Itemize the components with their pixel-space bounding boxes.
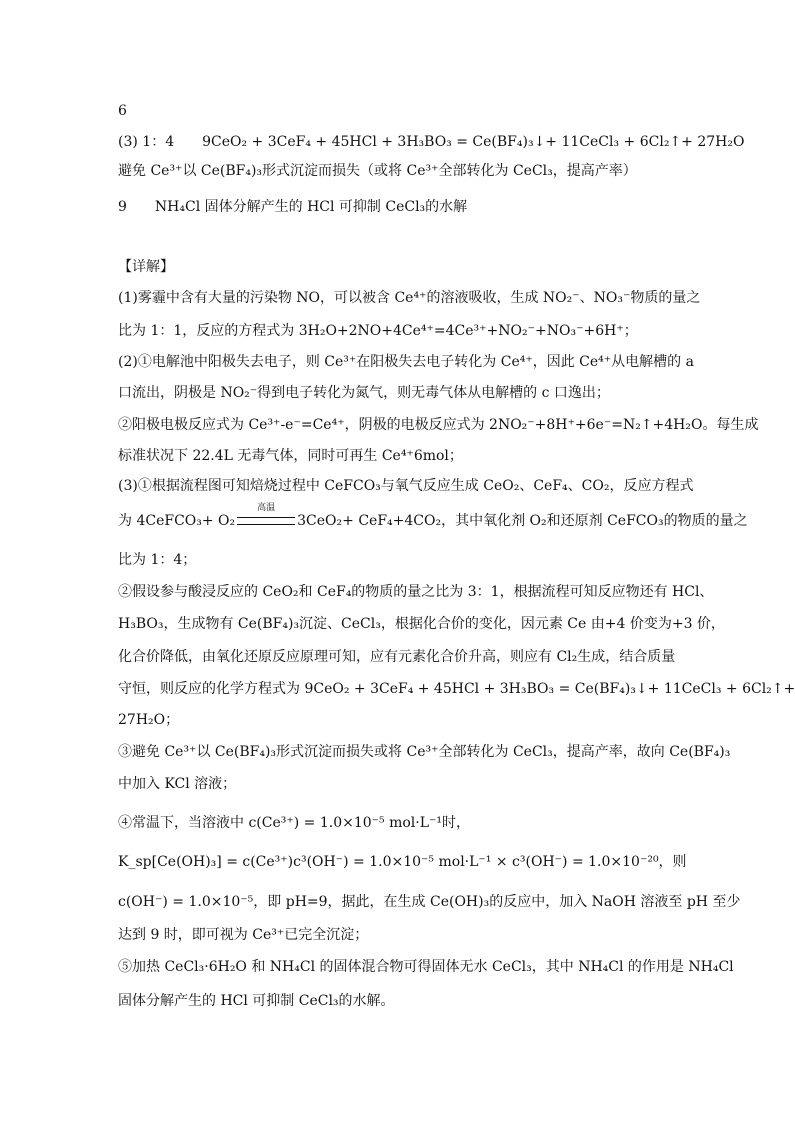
roast-equation-left: 为 4CeFCO₃+ O₂ bbox=[118, 513, 236, 529]
answer-line-3-note: 避免 Ce³⁺以 Ce(BF₄)₃形式沉淀而损失（或将 Ce³⁺全部转化为 CeCl₃，提高产率） bbox=[118, 163, 637, 179]
paragraph-line: 标准状况下 22.4L 无毒气体，同时可再生 Ce⁴⁺6mol； bbox=[118, 448, 463, 464]
answer-line-3: (3) 1：4 9CeO₂ + 3CeF₄ + 45HCl + 3H₃BO₃ = Ce(BF₄)₃↓+ 11CeCl₃ + 6Cl₂↑+ 27H₂O bbox=[118, 134, 745, 150]
paragraph-line: (1)雾霾中含有大量的污染物 NO，可以被含 Ce⁴⁺的溶液吸收，生成 NO₂⁻、NO₃⁻物质的量之 bbox=[118, 290, 701, 306]
reaction-condition: 高温 bbox=[257, 503, 276, 513]
paragraph-line: c(OH⁻) = 1.0×10⁻⁵，即 pH=9，据此，在生成 Ce(OH)₃的反应中，加入 NaOH 溶液至 pH 至少 bbox=[118, 894, 741, 910]
paragraph-line: ④常温下，当溶液中 c(Ce³⁺) = 1.0×10⁻⁵ mol·L⁻¹时， bbox=[118, 815, 471, 831]
paragraph-line: 守恒，则反应的化学方程式为 9CeO₂ + 3CeF₄ + 45HCl + 3H₃BO₃ = Ce(BF₄)₃↓+ 11CeCl₃ + 6Cl₂↑+ bbox=[118, 681, 795, 697]
roast-equation-line bbox=[118, 503, 748, 531]
ksp-equation: K_sp[Ce(OH)₃] = c(Ce³⁺)c³(OH⁻) = 1.0×10⁻⁵ mol·L⁻¹ × c³(OH⁻) = 1.0×10⁻²⁰，则 bbox=[118, 854, 687, 870]
paragraph-line: 比为 1：1，反应的方程式为 3H₂O+2NO+4Ce⁴⁺=4Ce³⁺+NO₂⁻+NO₃⁻+6H⁺； bbox=[118, 323, 638, 339]
paragraph-line: ③避免 Ce³⁺以 Ce(BF₄)₃形式沉淀而损失或将 Ce³⁺全部转化为 CeCl₃，提高产率，故向 Ce(BF₄)₃ bbox=[118, 744, 731, 760]
answer-line-9: 9 NH₄Cl 固体分解产生的 HCl 可抑制 CeCl₃的水解 bbox=[118, 199, 468, 215]
paragraph-line: (3)①根据流程图可知焙烧过程中 CeFCO₃与氧气反应生成 CeO₂、CeF₄、CO₂，反应方程式 bbox=[118, 478, 694, 494]
paragraph-line: (2)①电解池中阳极失去电子，则 Ce³⁺在阳极失去电子转化为 Ce⁴⁺，因此 Ce⁴⁺从电解槽的 a bbox=[118, 354, 694, 370]
paragraph-line: H₃BO₃，生成物有 Ce(BF₄)₃沉淀、CeCl₃，根据化合价的变化，因元素 Ce 由+4 价变为+3 价， bbox=[118, 616, 725, 632]
paragraph-line: ②假设参与酸浸反应的 CeO₂和 CeF₄的物质的量之比为 3：1，根据流程可知反应物还有 HCl、 bbox=[118, 584, 714, 600]
reaction-arrow bbox=[235, 503, 297, 531]
detail-heading: 【详解】 bbox=[118, 259, 174, 275]
paragraph-line: ②阳极电极反应式为 Ce³⁺-e⁻=Ce⁴⁺，阴极的电极反应式为 2NO₂⁻+8H⁺+6e⁻=N₂↑+4H₂O。每生成 bbox=[118, 417, 759, 433]
paragraph-line: 达到 9 时，即可视为 Ce³⁺已完全沉淀； bbox=[118, 927, 369, 943]
paragraph-line: ⑤加热 CeCl₃·6H₂O 和 NH₄Cl 的固体混合物可得固体无水 CeCl₃，其中 NH₄Cl 的作用是 NH₄Cl bbox=[118, 959, 734, 975]
paragraph-line: 固体分解产生的 HCl 可抑制 CeCl₃的水解。 bbox=[118, 993, 395, 1009]
paragraph-line: 比为 1：4； bbox=[118, 552, 197, 568]
answer-line-6: 6 bbox=[118, 103, 127, 119]
paragraph-line: 化合价降低，由氧化还原反应原理可知，应有元素化合价升高，则应有 Cl₂生成，结合质量 bbox=[118, 649, 676, 665]
paragraph-line: 27H₂O； bbox=[118, 712, 180, 728]
paragraph-line: 口流出，阴极是 NO₂⁻得到电子转化为氮气，则无毒气体从电解槽的 c 口逸出； bbox=[118, 385, 610, 401]
roast-equation-right: 3CeO₂+ CeF₄+4CO₂，其中氧化剂 O₂和还原剂 CeFCO₃的物质的量之 bbox=[297, 513, 748, 529]
paragraph-line: 中加入 KCl 溶液； bbox=[118, 776, 237, 792]
